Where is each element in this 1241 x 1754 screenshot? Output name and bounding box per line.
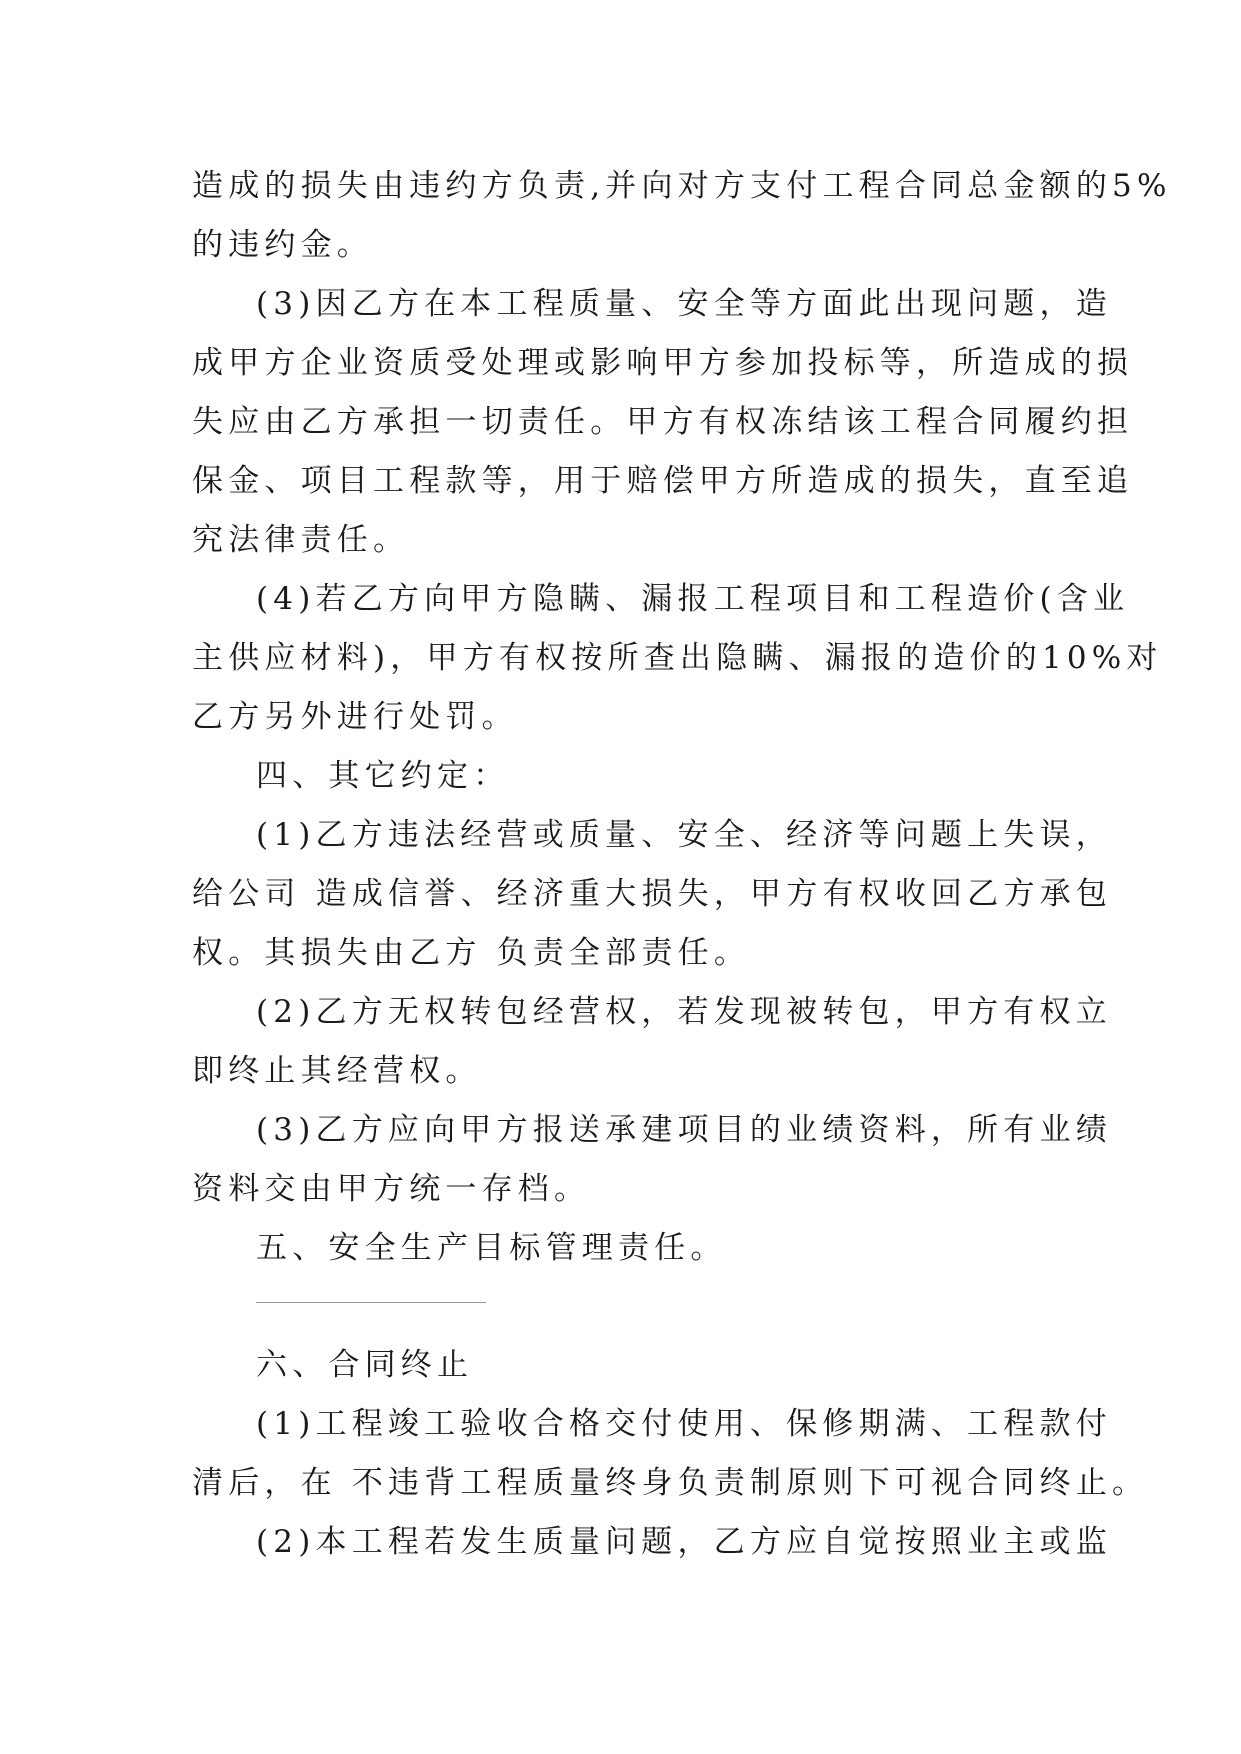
- text-line: 权。其损失由乙方 负责全部责任。: [192, 935, 751, 971]
- text-line: (4)若乙方向甲方隐瞒、漏报工程项目和工程造价(含业: [256, 581, 1130, 617]
- text-line: 的违约金。: [192, 227, 373, 263]
- text-line: 失应由乙方承担一切责任。甲方有权冻结该工程合同履约担: [192, 404, 1134, 440]
- text-line: (1)乙方违法经营或质量、安全、经济等问题上失误，: [256, 817, 1112, 853]
- text-line: 造成的损失由违约方负责,并向对方支付工程合同总金额的5%: [192, 168, 1172, 204]
- divider-line: [256, 1302, 486, 1303]
- text-line: (3)因乙方在本工程质量、安全等方面此出现问题，造: [256, 286, 1112, 322]
- section-heading: 四、其它约定：: [256, 758, 510, 794]
- text-line: 保金、项目工程款等，用于赔偿甲方所造成的损失，直至追: [192, 463, 1134, 499]
- section-heading: 六、合同终止: [256, 1347, 474, 1383]
- text-line: 清后，在 不违背工程质量终身负责制原则下可视合同终止。: [192, 1465, 1149, 1501]
- text-line: (3)乙方应向甲方报送承建项目的业绩资料，所有业绩: [256, 1112, 1112, 1148]
- text-line: 主供应材料)，甲方有权按所查出隐瞒、漏报的造价的10%对: [192, 640, 1163, 676]
- text-line: 究法律责任。: [192, 522, 410, 558]
- text-line: 资料交由甲方统一存档。: [192, 1171, 591, 1207]
- text-line: (2)本工程若发生质量问题，乙方应自觉按照业主或监: [256, 1524, 1112, 1560]
- text-line: 给公司 造成信誉、经济重大损失，甲方有权收回乙方承包: [192, 876, 1113, 912]
- text-line: (1)工程竣工验收合格交付使用、保修期满、工程款付: [256, 1406, 1112, 1442]
- text-line: 成甲方企业资质受处理或影响甲方参加投标等，所造成的损: [192, 345, 1134, 381]
- section-heading: 五、安全生产目标管理责任。: [256, 1230, 727, 1266]
- text-line: 即终止其经营权。: [192, 1053, 482, 1089]
- text-line: 乙方另外进行处罚。: [192, 699, 518, 735]
- text-line: (2)乙方无权转包经营权，若发现被转包，甲方有权立: [256, 994, 1112, 1030]
